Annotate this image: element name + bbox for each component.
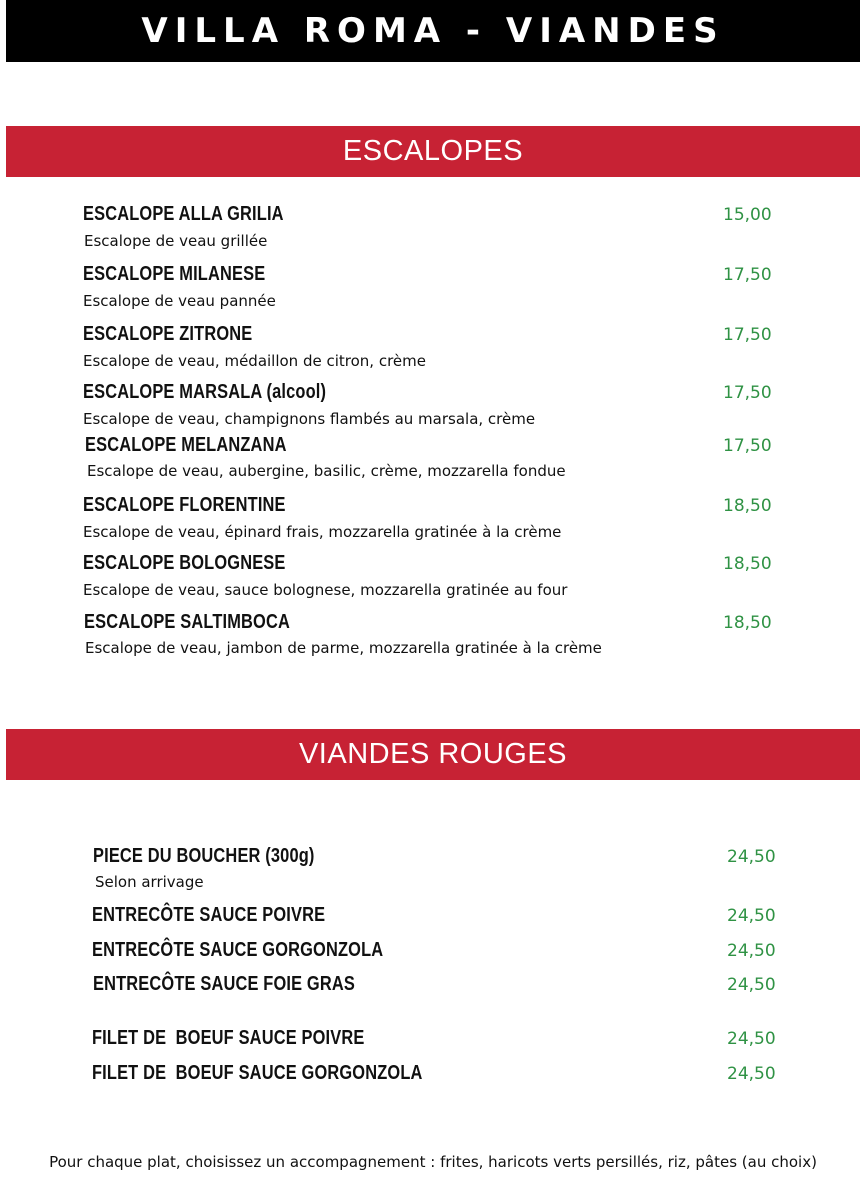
item-description: Escalope de veau grillée (84, 232, 268, 250)
item-name: ENTRECÔTE SAUCE POIVRE (92, 904, 326, 926)
item-price: 17,50 (723, 383, 772, 403)
item-name: ESCALOPE ALLA GRILIA (83, 203, 284, 225)
item-price: 24,50 (727, 906, 776, 926)
item-name: ENTRECÔTE SAUCE GORGONZOLA (92, 939, 384, 961)
item-description: Escalope de veau, champignons flambés au marsala, crème (83, 410, 536, 428)
item-description: Escalope de veau pannée (83, 292, 276, 310)
item-price: 24,50 (727, 847, 776, 867)
item-name: ESCALOPE SALTIMBOCA (84, 611, 290, 633)
item-price: 18,50 (723, 496, 772, 516)
item-price: 15,00 (723, 205, 772, 225)
item-name: PIECE DU BOUCHER (300g) (93, 845, 315, 867)
menu-title-bar (6, 0, 860, 62)
item-name: ESCALOPE ZITRONE (83, 323, 253, 345)
item-description: Selon arrivage (95, 873, 204, 891)
item-description: Escalope de veau, épinard frais, mozzarella gratinée à la crème (83, 523, 562, 541)
item-name: ESCALOPE MELANZANA (85, 434, 287, 456)
item-name: ESCALOPE MILANESE (83, 263, 266, 285)
item-description: Escalope de veau, jambon de parme, mozzarella gratinée à la crème (85, 639, 602, 657)
item-description: Escalope de veau, aubergine, basilic, crème, mozzarella fondue (87, 462, 566, 480)
item-price: 17,50 (723, 325, 772, 345)
item-name: ESCALOPE MARSALA (alcool) (83, 381, 327, 403)
item-price: 24,50 (727, 975, 776, 995)
item-name: FILET DE BOEUF SAUCE POIVRE (92, 1027, 365, 1049)
section-title: ESCALOPES (342, 135, 524, 167)
item-price: 18,50 (723, 613, 772, 633)
section-header-viandes-rouges (6, 729, 860, 780)
section-title: VIANDES ROUGES (298, 738, 568, 770)
section-header-escalopes (6, 126, 860, 177)
menu-page (6, 0, 860, 1200)
item-description: Escalope de veau, sauce bolognese, mozzarella gratinée au four (83, 581, 568, 599)
item-price: 24,50 (727, 941, 776, 961)
item-price: 24,50 (727, 1029, 776, 1049)
side-dish-note: Pour chaque plat, choisissez un accompagnement : frites, haricots verts persillés, riz, pâtes (au choix) (49, 1153, 817, 1171)
item-name: ESCALOPE BOLOGNESE (83, 552, 286, 574)
item-price: 24,50 (727, 1064, 776, 1084)
item-name: FILET DE BOEUF SAUCE GORGONZOLA (92, 1062, 423, 1084)
menu-title: VILLA ROMA - VIANDES (141, 11, 725, 51)
item-description: Escalope de veau, médaillon de citron, crème (83, 352, 426, 370)
item-price: 17,50 (723, 265, 772, 285)
item-price: 18,50 (723, 554, 772, 574)
item-name: ESCALOPE FLORENTINE (83, 494, 286, 516)
item-price: 17,50 (723, 436, 772, 456)
item-name: ENTRECÔTE SAUCE FOIE GRAS (93, 973, 355, 995)
